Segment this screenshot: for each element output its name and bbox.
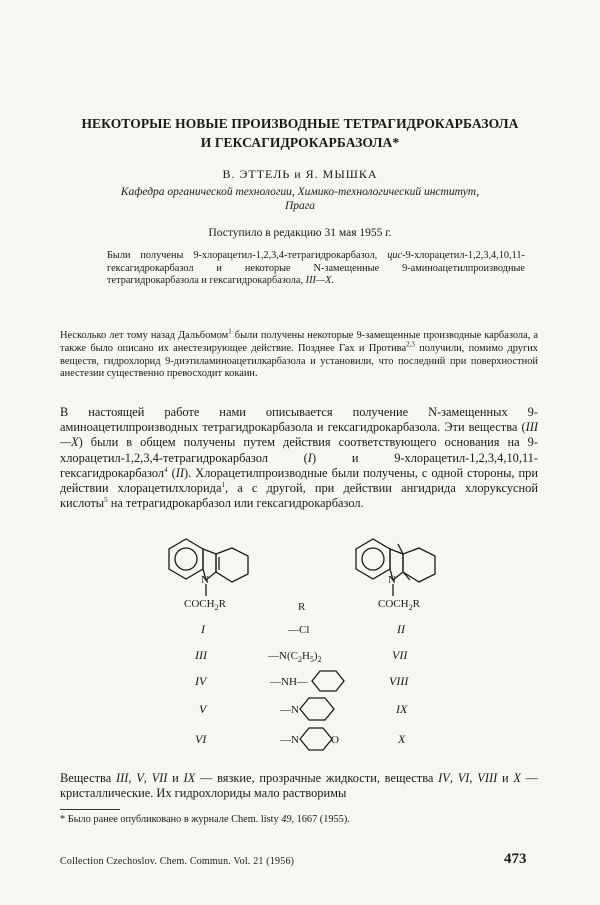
cyclohexyl-ring bbox=[312, 671, 344, 691]
compound-label-VI: VI bbox=[195, 732, 207, 746]
morpholine-ring bbox=[300, 728, 332, 750]
compound-label-II: II bbox=[397, 622, 405, 636]
compound-label-VIII: VIII bbox=[389, 674, 409, 688]
morpholine-oxygen: O bbox=[331, 734, 339, 746]
piperidine-ring bbox=[300, 698, 334, 720]
r-column-header: R bbox=[298, 601, 306, 613]
compound-label: VIII bbox=[477, 771, 498, 785]
body-text: , bbox=[469, 771, 478, 785]
r-group-cl: —Cl bbox=[288, 624, 310, 636]
compound-label: X bbox=[513, 771, 521, 785]
r-group-diethylamino: $—N(C_2H_5)_2$ bbox=[268, 650, 322, 664]
body-text: ) и 9-хлорацетил-1,2,3,4,10,11-гексагидрокарбазол bbox=[60, 450, 538, 480]
page-number: 473 bbox=[504, 851, 527, 867]
abstract bbox=[107, 250, 525, 288]
abstract-italic: цис bbox=[387, 250, 403, 261]
structure-tetrahydrocarbazole bbox=[169, 539, 248, 596]
affiliation-line-2: Прага bbox=[284, 200, 316, 212]
body-text: — кристаллические. Их гидрохлориды мало растворимы bbox=[60, 771, 539, 801]
r-group-cyclohexylamino: —NH— bbox=[270, 676, 308, 688]
intro-text: Несколько лет тому назад Дальбомом bbox=[60, 330, 229, 341]
reference-mark: 5 bbox=[104, 496, 108, 505]
body-text: , bbox=[128, 771, 137, 785]
intro-paragraph bbox=[60, 327, 538, 381]
affiliation-line-1: Кафедра органической технологии, Химико-технологический институт, bbox=[120, 186, 480, 198]
compound-label: II bbox=[175, 465, 184, 480]
footnote-text: * Было ранее опубликовано в журнале Chem. listy bbox=[60, 814, 282, 825]
title-line-2: И ГЕКСАГИДРОКАРБАЗОЛА* bbox=[200, 135, 400, 150]
compound-label-VII: VII bbox=[392, 648, 408, 662]
body-text: , bbox=[143, 771, 152, 785]
title-line-1: НЕКОТОРЫЕ НОВЫЕ ПРОИЗВОДНЫЕ ТЕТРАГИДРОКАРБАЗОЛА bbox=[81, 116, 519, 131]
properties-paragraph bbox=[60, 771, 538, 801]
compound-label-IX: IX bbox=[396, 702, 408, 716]
compound-label-III: III bbox=[195, 648, 207, 662]
reference-mark: 1 bbox=[221, 480, 225, 489]
body-text: , bbox=[449, 771, 458, 785]
benzene-ring bbox=[356, 539, 390, 579]
intro-text: были получены некоторые 9-замещенные производные карбазола, а также было описано их анестезирующее действие. Позднее Гах и Протива bbox=[60, 330, 538, 354]
compound-label: IX bbox=[183, 771, 196, 785]
r-group-morpholino: —N bbox=[280, 734, 299, 746]
body-text: Вещества bbox=[60, 771, 116, 785]
compound-label-X: X bbox=[398, 732, 406, 746]
compound-label: III bbox=[115, 771, 129, 785]
reference-mark: 4 bbox=[164, 465, 168, 474]
compound-label-V: V bbox=[199, 702, 207, 716]
compound-label: III—X bbox=[60, 420, 538, 450]
body-text: на тетрагидрокарбазол или гексагидрокарбазол. bbox=[107, 496, 364, 511]
compound-label-I: I bbox=[201, 622, 205, 636]
compound-label: I bbox=[307, 450, 312, 465]
abstract-italic: III—X bbox=[305, 275, 332, 287]
reference-mark: 1 bbox=[228, 327, 232, 336]
footnote bbox=[60, 814, 538, 825]
chemical-scheme bbox=[0, 530, 600, 770]
r-group-piperidino: —N bbox=[280, 704, 299, 716]
compound-label: V bbox=[136, 771, 144, 785]
body-text: ( bbox=[167, 465, 176, 480]
substituent-right: $COCH_2R$ bbox=[378, 598, 420, 612]
nitrogen-label-left: N bbox=[201, 574, 209, 586]
affiliation bbox=[40, 185, 560, 213]
body-text: ). Хлорацетилпроизводные были получены, с одной стороны, при действии хлорацетилхлорида bbox=[60, 465, 538, 496]
structure-hexahydrocarbazole bbox=[356, 539, 435, 596]
body-text: ) были в общем получены путем действия соответствующего основания на 9-хлорацетил-1,2,3,4-тетрагидрокарбазол ( bbox=[60, 435, 538, 465]
body-text: и bbox=[497, 771, 514, 785]
body-text: — вязкие, прозрачные жидкости, вещества bbox=[195, 771, 439, 785]
abstract-text: -9-хлорацетил-1,2,3,4,10,11-гексагидрокарбазол и некоторые N-замещенные 9-аминоацетилпроизводные тетрагидрокарбазола и гексагидрокарбазола, bbox=[107, 250, 525, 287]
compound-label: IV bbox=[438, 771, 450, 785]
aromatic-circle bbox=[175, 548, 197, 570]
authors: В. ЭТТЕЛЬ и Я. МЫШКА bbox=[222, 167, 378, 181]
compound-label-IV: IV bbox=[195, 674, 207, 688]
body-paragraph bbox=[60, 405, 538, 511]
abstract-text: Были получены 9-хлорацетил-1,2,3,4-тетрагидрокарбазол, bbox=[107, 250, 388, 261]
article-title bbox=[40, 114, 560, 152]
benzene-ring bbox=[169, 539, 203, 579]
substituent-left: $COCH_2R$ bbox=[184, 598, 226, 612]
compound-label: VI bbox=[457, 771, 470, 785]
cyclohexane-ring bbox=[216, 548, 248, 582]
journal-citation: Collection Czechoslov. Chem. Commun. Vol. 21 (1956) bbox=[60, 856, 295, 867]
aromatic-circle bbox=[362, 548, 384, 570]
footnote-divider bbox=[60, 809, 120, 810]
body-text: , а с другой, при действии ангидрида хлоруксусной кислоты bbox=[60, 481, 538, 511]
body-text: и bbox=[167, 771, 184, 785]
body-text: В настоящей работе нами описывается получение N-замещенных 9-аминоацетилпроизводных тетрагидрокарбазола и гексагидрокарбазола. Эти вещества ( bbox=[60, 405, 538, 435]
intro-text: получили, помимо других веществ, гидрохлорид 9-диэтиламиноацетилкарбазола и установили, что последний при поверхностной анестезии существенно превосходит кокаин. bbox=[60, 342, 538, 380]
compound-label: VII bbox=[151, 771, 168, 785]
footnote-volume: 49 bbox=[281, 814, 292, 825]
abstract-text: . bbox=[331, 275, 334, 287]
reference-mark: 2,3 bbox=[406, 340, 415, 349]
received-date: Поступило в редакцию 31 мая 1955 г. bbox=[208, 227, 392, 239]
footnote-text: , 1667 (1955). bbox=[291, 814, 350, 825]
nitrogen-label-right: N bbox=[388, 574, 396, 586]
